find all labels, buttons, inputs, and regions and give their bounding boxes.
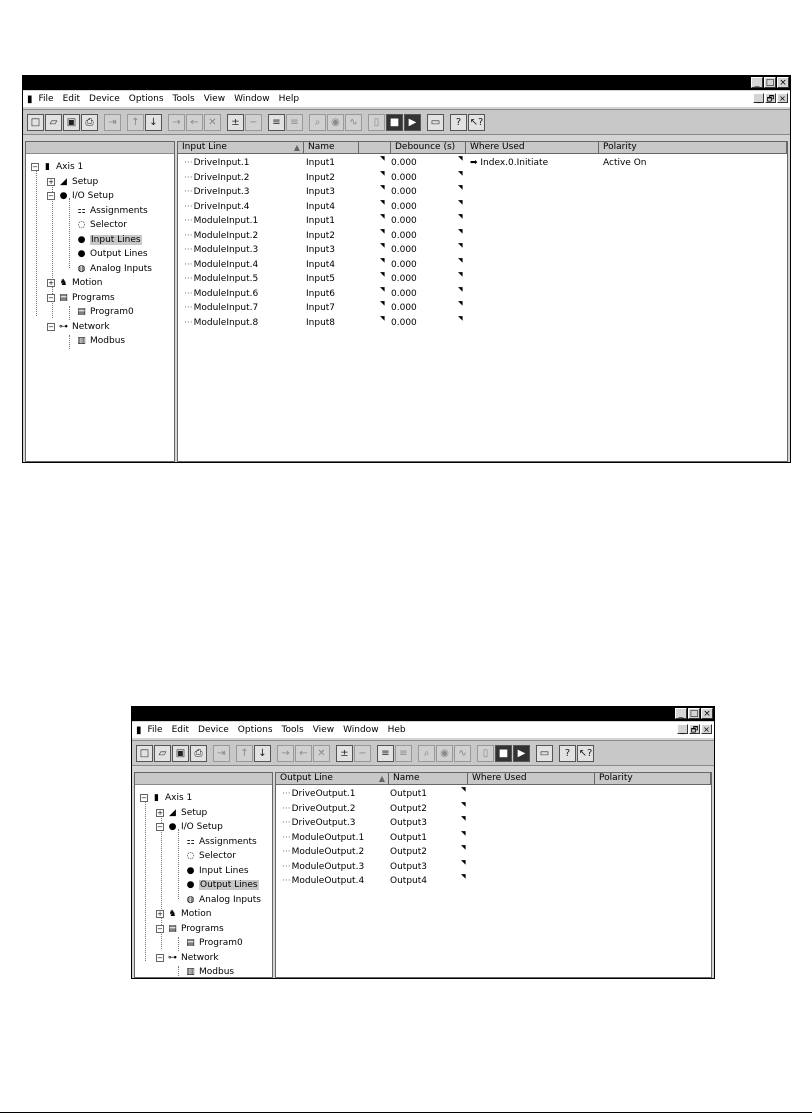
tree-connector: ··· — [184, 288, 193, 299]
scope-icon[interactable]: ∿ — [345, 114, 362, 131]
tree-connector: ··· — [282, 847, 291, 857]
stop-icon[interactable]: ■ — [495, 745, 512, 762]
move-up-icon[interactable]: ↑ — [127, 114, 144, 131]
axis-icon: ▮ — [154, 793, 159, 803]
edit-flag-icon: ◥ — [461, 786, 466, 793]
edit-flag-icon: ◥ — [380, 227, 385, 235]
menu-options[interactable]: Options — [237, 725, 273, 735]
col-debounce[interactable]: Debounce (s) — [391, 142, 466, 153]
input-lines-grid — [177, 141, 788, 462]
tree-connector: ··· — [184, 230, 193, 241]
maximize-button[interactable]: □ — [765, 78, 775, 88]
tree-network[interactable]: − ⊶ Network — [157, 953, 219, 963]
menu-options[interactable]: Options — [128, 94, 164, 104]
col-blank — [359, 142, 391, 153]
watch-icon[interactable]: ◉ — [327, 114, 344, 131]
edit-flag-icon: ◥ — [458, 271, 463, 278]
title-bar — [132, 707, 714, 721]
setup-icon: ◢ — [169, 808, 176, 818]
col-where-used[interactable]: Where Used — [466, 142, 599, 153]
delete-icon[interactable]: ✕ — [204, 114, 221, 131]
menu-help[interactable]: Heb — [387, 725, 406, 735]
debounce-cell[interactable]: 0.000 — [391, 216, 417, 226]
output-line-cell — [282, 816, 355, 830]
sort-icon: ▲ — [293, 143, 300, 152]
debounce-cell[interactable]: 0.000 — [391, 317, 417, 328]
indent-icon[interactable]: → — [168, 114, 185, 131]
edit-flag-icon: ◥ — [461, 873, 466, 880]
edit-flag-icon: ◥ — [380, 198, 385, 206]
input-line-cell — [184, 185, 249, 199]
mdi-minimize-button[interactable]: _ — [753, 93, 764, 103]
help-icon[interactable]: ? — [559, 745, 576, 762]
name-cell[interactable]: Input2 — [306, 172, 336, 183]
print-icon[interactable]: ⎙ — [190, 745, 207, 762]
tree-input-lines[interactable]: ● Input Lines — [77, 235, 141, 245]
debounce-cell[interactable]: 0.000 — [391, 288, 417, 299]
io-setup-icon: ● — [59, 191, 68, 201]
io-setup-icon: ● — [168, 822, 177, 832]
outdent-icon[interactable]: ← — [295, 745, 312, 762]
debounce-cell[interactable]: 0.000 — [391, 187, 417, 197]
menu-window[interactable]: Window — [343, 725, 379, 735]
input-line-label: ModuleInput.4 — [193, 259, 259, 270]
input-line-cell — [184, 287, 258, 301]
debounce-cell[interactable]: 0.000 — [391, 274, 417, 284]
move-down-icon[interactable]: ↓ — [254, 745, 271, 762]
edit-flag-icon: ◥ — [461, 844, 466, 851]
tree-network[interactable]: − ⊶ Network — [48, 322, 110, 332]
edit-flag-icon: ◥ — [380, 285, 385, 293]
import-icon[interactable]: ⇥ — [104, 114, 121, 131]
table-row[interactable] — [178, 171, 787, 185]
table-row[interactable] — [178, 214, 787, 228]
edit-flag-icon: ◥ — [461, 829, 466, 837]
modbus-icon: ▥ — [77, 336, 86, 346]
output-line-cell — [282, 845, 364, 859]
debounce-cell[interactable]: 0.000 — [391, 230, 417, 241]
input-lines-window — [22, 75, 791, 463]
name-cell[interactable]: Output2 — [390, 847, 427, 857]
arrow-right-icon: ➡ — [470, 158, 481, 168]
tree-modbus[interactable]: ▥ Modbus — [77, 336, 126, 346]
tree-motion[interactable]: + ♞ Motion — [48, 278, 103, 288]
name-cell[interactable]: Output3 — [390, 818, 427, 828]
name-cell[interactable]: Output2 — [390, 803, 427, 814]
move-up-icon[interactable]: ↑ — [236, 745, 253, 762]
col-name[interactable]: Name — [304, 142, 359, 153]
table-row[interactable] — [276, 845, 711, 859]
maximize-button[interactable]: □ — [689, 709, 699, 719]
input-line-cell — [184, 243, 258, 257]
page-rule — [0, 1112, 812, 1113]
find-icon[interactable]: ⌕ — [418, 745, 435, 762]
col-polarity[interactable]: Polarity — [599, 142, 787, 153]
name-cell[interactable]: Input3 — [306, 245, 336, 255]
edit-flag-icon: ◥ — [380, 256, 385, 264]
tree-connector: ··· — [282, 861, 291, 872]
save-icon[interactable]: ▣ — [172, 745, 189, 762]
edit-flag-icon: ◥ — [380, 314, 385, 322]
menu-device[interactable]: Device — [89, 94, 120, 104]
insert-icon[interactable]: ± — [227, 114, 244, 131]
where-used-cell[interactable] — [470, 156, 548, 170]
tree-connector: ··· — [282, 803, 291, 814]
input-line-label: ModuleInput.1 — [193, 216, 259, 226]
edit-flag-icon: ◥ — [380, 213, 385, 220]
debounce-cell[interactable]: 0.000 — [391, 201, 417, 212]
edit-flag-icon: ◥ — [461, 815, 466, 822]
menu-tools[interactable]: Tools — [172, 94, 195, 104]
tree-io-setup[interactable]: − ● I/O Setup — [48, 191, 114, 201]
close-button[interactable]: × — [701, 708, 713, 719]
sort-icon: ▲ — [378, 774, 385, 783]
properties-icon[interactable]: ≡ — [268, 114, 285, 131]
remove-icon[interactable]: − — [245, 114, 262, 131]
tree-output-lines[interactable]: ● Output Lines — [186, 880, 258, 890]
input-line-label: DriveInput.3 — [193, 187, 250, 197]
edit-flag-icon: ◥ — [380, 155, 385, 162]
name-cell[interactable]: Input1 — [306, 158, 336, 168]
name-cell[interactable]: Output4 — [390, 876, 427, 886]
tree-io-setup[interactable]: − ● I/O Setup — [157, 822, 223, 832]
name-cell[interactable]: Input1 — [306, 216, 336, 226]
menu-bar — [132, 722, 714, 738]
toolbar — [23, 109, 790, 135]
debounce-cell[interactable]: 0.000 — [391, 172, 417, 183]
edit-flag-icon: ◥ — [380, 271, 385, 278]
table-row[interactable] — [178, 258, 787, 272]
find-icon[interactable]: ⌕ — [309, 114, 326, 131]
output-lines-icon: ● — [186, 880, 195, 890]
tree-output-lines[interactable]: ● Output Lines — [77, 249, 148, 259]
debounce-cell[interactable]: 0.000 — [391, 303, 417, 313]
output-line-cell — [282, 860, 364, 874]
input-line-label: ModuleInput.3 — [193, 245, 259, 255]
name-cell[interactable]: Input8 — [306, 317, 336, 328]
copy-properties-icon[interactable]: ≡ — [395, 745, 412, 762]
tree-connector: ··· — [184, 216, 193, 226]
table-row[interactable] — [276, 816, 711, 830]
app-icon[interactable]: ▮ — [27, 93, 33, 105]
debounce-cell[interactable]: 0.000 — [391, 158, 417, 168]
name-cell[interactable]: Output3 — [390, 861, 427, 872]
table-row[interactable] — [178, 243, 787, 257]
scope-icon[interactable]: ∿ — [454, 745, 471, 762]
output-line-cell — [282, 831, 364, 845]
assignments-icon: ⚏ — [186, 837, 195, 847]
tree-connector: ··· — [282, 876, 291, 886]
tree-program0[interactable]: ▤ Program0 — [186, 938, 243, 948]
output-line-cell — [282, 787, 355, 801]
output-line-cell — [282, 874, 364, 888]
edit-flag-icon: ◥ — [458, 184, 463, 191]
tree-connector: ··· — [184, 303, 193, 313]
menu-bar — [23, 91, 790, 107]
edit-flag-icon: ◥ — [458, 314, 463, 322]
debounce-cell[interactable]: 0.000 — [391, 259, 417, 270]
selector-icon: ◌ — [77, 220, 86, 230]
program-icon: ▤ — [77, 307, 86, 317]
download-icon[interactable]: ▶ — [513, 745, 530, 762]
table-row[interactable] — [276, 831, 711, 845]
move-down-icon[interactable]: ↓ — [145, 114, 162, 131]
mdi-close-button[interactable]: × — [777, 93, 788, 103]
name-cell[interactable]: Input3 — [306, 187, 336, 197]
input-line-label: DriveInput.2 — [193, 172, 250, 183]
open-icon[interactable]: ▱ — [154, 745, 171, 762]
project-tree — [25, 141, 175, 462]
menu-view[interactable]: View — [203, 94, 226, 104]
output-line-label: ModuleOutput.1 — [291, 832, 365, 843]
indent-icon[interactable]: → — [277, 745, 294, 762]
input-line-cell — [184, 200, 249, 214]
watch-icon[interactable]: ◉ — [436, 745, 453, 762]
analog-inputs-icon: ◍ — [77, 264, 86, 274]
output-line-label: ModuleOutput.4 — [291, 876, 365, 886]
menu-tools[interactable]: Tools — [281, 725, 304, 735]
menu-file[interactable]: File — [147, 725, 163, 735]
col-input-line[interactable]: Input Line ▲ — [178, 142, 304, 153]
input-line-cell — [184, 316, 258, 330]
download-icon[interactable]: ▶ — [404, 114, 421, 131]
input-line-cell — [184, 214, 258, 228]
name-cell[interactable]: Input4 — [306, 259, 336, 270]
window-icon[interactable]: ▭ — [536, 745, 553, 762]
tree-program0[interactable]: ▤ Program0 — [77, 307, 134, 317]
name-cell[interactable]: Input6 — [306, 288, 336, 299]
edit-flag-icon: ◥ — [461, 800, 466, 808]
tree-assignments[interactable]: ⚏ Assignments — [77, 206, 148, 216]
programs-icon: ▤ — [59, 293, 68, 303]
table-row[interactable] — [178, 316, 787, 330]
open-icon[interactable]: ▱ — [45, 114, 62, 131]
modbus-icon: ▥ — [186, 967, 195, 977]
table-row[interactable] — [178, 301, 787, 315]
motion-icon: ♞ — [168, 909, 177, 919]
input-lines-icon: ● — [77, 235, 86, 245]
input-lines-icon: ● — [186, 866, 195, 876]
insert-icon[interactable]: ± — [336, 745, 353, 762]
table-row[interactable] — [276, 860, 711, 874]
context-help-icon[interactable]: ↖? — [468, 114, 485, 131]
name-cell[interactable]: Input5 — [306, 274, 336, 284]
tree-connector: ··· — [184, 274, 193, 284]
edit-flag-icon: ◥ — [458, 155, 463, 162]
edit-flag-icon: ◥ — [458, 227, 463, 235]
analog-inputs-icon: ◍ — [186, 895, 195, 905]
edit-flag-icon: ◥ — [380, 184, 385, 191]
table-row[interactable] — [178, 185, 787, 199]
menu-file[interactable]: File — [38, 94, 54, 104]
edit-flag-icon: ◥ — [458, 198, 463, 206]
input-line-label: ModuleInput.6 — [193, 288, 259, 299]
tree-connector: ··· — [184, 201, 193, 212]
tree-connector: ··· — [184, 317, 193, 328]
help-icon[interactable]: ? — [450, 114, 467, 131]
drive-icon[interactable]: ▯ — [368, 114, 385, 131]
tree-connector: ··· — [184, 158, 193, 168]
tree-programs[interactable]: − ▤ Programs — [48, 293, 115, 303]
motion-icon: ♞ — [59, 278, 68, 288]
tree-selector[interactable]: ◌ Selector — [186, 851, 236, 861]
program-icon: ▤ — [186, 938, 195, 948]
input-line-label: ModuleInput.8 — [193, 317, 259, 328]
menu-device[interactable]: Device — [198, 725, 229, 735]
close-button[interactable]: × — [777, 77, 789, 88]
output-line-label: DriveOutput.1 — [291, 789, 356, 799]
table-row[interactable] — [276, 802, 711, 816]
name-cell[interactable]: Output1 — [390, 789, 427, 799]
table-row[interactable] — [276, 787, 711, 801]
tree-connector: ··· — [282, 832, 291, 843]
setup-icon: ◢ — [60, 177, 67, 187]
new-icon[interactable]: □ — [136, 745, 153, 762]
tree-modbus[interactable]: ▥ Modbus — [186, 967, 235, 977]
remove-icon[interactable]: − — [354, 745, 371, 762]
delete-icon[interactable]: ✕ — [313, 745, 330, 762]
name-cell[interactable]: Input7 — [306, 303, 336, 313]
input-line-cell — [184, 171, 249, 185]
name-cell[interactable]: Input4 — [306, 201, 336, 212]
input-line-cell — [184, 156, 249, 170]
input-line-label: DriveInput.1 — [193, 158, 250, 168]
table-row[interactable] — [178, 229, 787, 243]
window-icon[interactable]: ▭ — [427, 114, 444, 131]
output-line-cell — [282, 802, 355, 816]
col-output-line[interactable]: Output Line ▲ — [276, 773, 389, 784]
input-line-cell — [184, 258, 258, 272]
tree-axis1[interactable]: − ▮ Axis 1 — [141, 793, 193, 803]
tree-connector: ··· — [282, 789, 291, 799]
tree-connector: ··· — [184, 172, 193, 183]
output-line-label: DriveOutput.3 — [291, 818, 356, 828]
tree-connector: ··· — [184, 245, 193, 255]
name-cell[interactable]: Output1 — [390, 832, 427, 843]
app-icon[interactable]: ▮ — [136, 724, 142, 736]
edit-flag-icon: ◥ — [380, 300, 385, 307]
network-icon: ⊶ — [59, 322, 68, 332]
polarity-cell[interactable]: Active On — [603, 158, 647, 168]
menu-window[interactable]: Window — [234, 94, 270, 104]
project-tree — [134, 772, 273, 978]
tree-setup[interactable]: + ◢ Setup — [157, 808, 208, 818]
output-line-label: DriveOutput.2 — [291, 803, 356, 814]
import-icon[interactable]: ⇥ — [213, 745, 230, 762]
save-icon[interactable]: ▣ — [63, 114, 80, 131]
tree-programs[interactable]: − ▤ Programs — [157, 924, 224, 934]
output-line-label: ModuleOutput.2 — [291, 847, 365, 857]
edit-flag-icon: ◥ — [458, 285, 463, 293]
col-where-used[interactable]: Where Used — [468, 773, 595, 784]
assignments-icon: ⚏ — [77, 206, 86, 216]
edit-flag-icon: ◥ — [458, 213, 463, 220]
input-line-label: ModuleInput.2 — [193, 230, 259, 241]
table-row[interactable] — [178, 156, 787, 170]
output-lines-icon: ● — [77, 249, 86, 259]
mdi-restore-button[interactable]: 🗗 — [766, 94, 775, 103]
table-row[interactable] — [178, 200, 787, 214]
tree-input-lines[interactable]: ● Input Lines — [186, 866, 249, 876]
input-line-cell — [184, 229, 258, 243]
edit-flag-icon: ◥ — [461, 858, 466, 866]
context-help-icon[interactable]: ↖? — [577, 745, 594, 762]
output-line-label: ModuleOutput.3 — [291, 861, 365, 872]
properties-icon[interactable]: ≡ — [377, 745, 394, 762]
edit-flag-icon: ◥ — [458, 300, 463, 307]
stop-icon[interactable]: ■ — [386, 114, 403, 131]
mdi-close-button[interactable]: × — [701, 724, 712, 734]
table-row[interactable] — [276, 874, 711, 888]
drive-icon[interactable]: ▯ — [477, 745, 494, 762]
title-bar — [23, 76, 790, 90]
tree-analog-inputs[interactable]: ◍ Analog Inputs — [77, 264, 152, 274]
toolbar — [132, 740, 714, 766]
menu-help[interactable]: Help — [278, 94, 300, 104]
input-line-label: ModuleInput.7 — [193, 303, 259, 313]
mdi-restore-button[interactable]: 🗗 — [690, 725, 699, 734]
table-row[interactable] — [178, 272, 787, 286]
where-used-label: Index.0.Initiate — [480, 158, 549, 168]
edit-flag-icon: ◥ — [458, 169, 463, 177]
tree-connector: ··· — [184, 259, 193, 270]
minimize-button[interactable]: _ — [675, 708, 687, 719]
col-name[interactable]: Name — [389, 773, 468, 784]
edit-flag-icon: ◥ — [458, 256, 463, 264]
programs-icon: ▤ — [168, 924, 177, 934]
minimize-button[interactable]: _ — [751, 77, 763, 88]
output-lines-window — [131, 706, 715, 979]
network-icon: ⊶ — [168, 953, 177, 963]
tree-setup[interactable]: + ◢ Setup — [48, 177, 99, 187]
table-row[interactable] — [178, 287, 787, 301]
axis-icon: ▮ — [45, 162, 50, 172]
tree-assignments[interactable]: ⚏ Assignments — [186, 837, 257, 847]
copy-properties-icon[interactable]: ≡ — [286, 114, 303, 131]
menu-edit[interactable]: Edit — [62, 94, 81, 104]
tree-axis1[interactable]: − ▮ Axis 1 — [32, 162, 84, 172]
mdi-minimize-button[interactable]: _ — [677, 724, 688, 734]
outdent-icon[interactable]: ← — [186, 114, 203, 131]
input-line-label: ModuleInput.5 — [193, 274, 259, 284]
print-icon[interactable]: ⎙ — [81, 114, 98, 131]
output-lines-grid — [275, 772, 712, 978]
new-icon[interactable]: □ — [27, 114, 44, 131]
selector-icon: ◌ — [186, 851, 195, 861]
menu-view[interactable]: View — [312, 725, 335, 735]
input-line-label: DriveInput.4 — [193, 201, 250, 212]
edit-flag-icon: ◥ — [380, 169, 385, 177]
input-line-cell — [184, 301, 258, 315]
menu-edit[interactable]: Edit — [171, 725, 190, 735]
tree-selector[interactable]: ◌ Selector — [77, 220, 127, 230]
input-line-cell — [184, 272, 258, 286]
debounce-cell[interactable]: 0.000 — [391, 245, 417, 255]
tree-analog-inputs[interactable]: ◍ Analog Inputs — [186, 895, 261, 905]
tree-motion[interactable]: + ♞ Motion — [157, 909, 212, 919]
col-polarity[interactable]: Polarity — [595, 773, 711, 784]
edit-flag-icon: ◥ — [380, 242, 385, 249]
tree-connector: ··· — [282, 818, 291, 828]
tree-connector: ··· — [184, 187, 193, 197]
edit-flag-icon: ◥ — [458, 242, 463, 249]
name-cell[interactable]: Input2 — [306, 230, 336, 241]
